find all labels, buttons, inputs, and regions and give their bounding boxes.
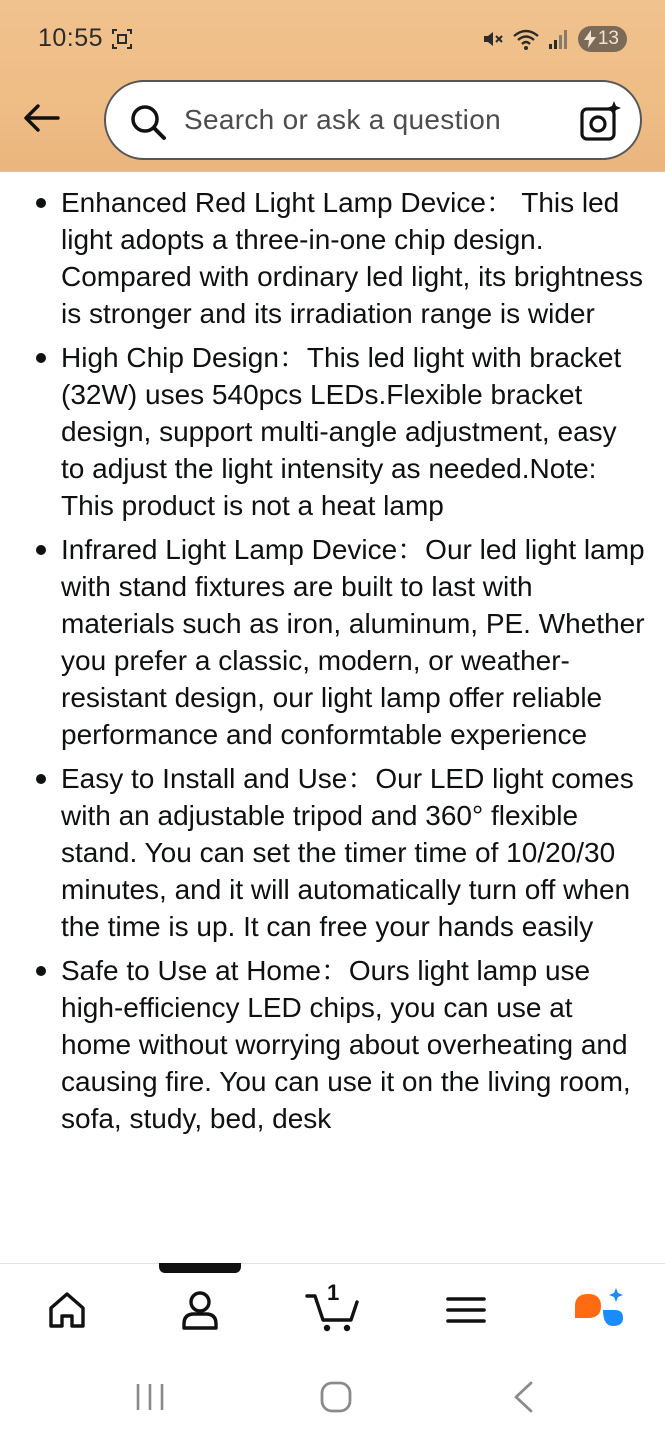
bullet-text: High Chip Design：This led light with bracket (32W) uses 540pcs LEDs.Flexible bracket design, support multi-angle adjustment, easy to adjust the light intensity as needed.Note: This product is not a heat lamp [61,342,622,521]
account-icon[interactable] [176,1286,224,1334]
battery-level: 13 [597,28,619,49]
charging-icon [584,30,596,48]
bullet-dot [36,545,46,555]
system-back-icon[interactable] [503,1380,543,1414]
bullet-item [0,531,645,753]
bullet-item [0,339,645,524]
signal-icon [548,27,570,51]
system-navigation-bar [0,1358,665,1440]
cart-button[interactable] [305,1280,361,1334]
search-icon [128,102,168,142]
bullet-item [0,184,645,332]
bullet-text: Enhanced Red Light Lamp Device： This led light adopts a three-in-one chip design. Compared with ordinary led light, its brightness is stronger and its irradiation range is wider [61,187,644,329]
bottom-nav-bar [0,1263,665,1358]
bullet-item [0,760,645,945]
battery-indicator [578,26,627,52]
bullet-dot [36,353,46,363]
bullet-text: Infrared Light Lamp Device：Our led light lamp with stand fixtures are built to last with materials such as iron, aluminum, PE. Whether you prefer a classic, modern, or weather-resistant design, our light lamp offer reliable performance and conformtable experience [61,534,645,750]
status-bar [0,0,665,78]
product-bullets [0,172,665,1262]
home-button-icon[interactable] [316,1380,356,1414]
rufus-icon[interactable] [571,1286,627,1334]
menu-icon[interactable] [442,1286,490,1334]
camera-search-icon[interactable] [578,99,624,145]
search-input[interactable]: Search or ask a question [184,104,501,135]
wifi-icon [512,27,540,51]
bullet-dot [36,966,46,976]
bullet-list [0,172,665,1137]
search-nav-row [0,78,665,164]
status-time: 10:55 [38,24,104,52]
bullet-item [0,952,645,1137]
back-arrow-icon[interactable] [20,96,64,140]
bullet-dot [36,198,46,208]
mute-icon [480,27,504,51]
recent-apps-icon[interactable] [130,1380,170,1414]
bullet-text: Safe to Use at Home：Ours light lamp use high-efficiency LED chips, you can use at home without worrying about overheating and causing fire. You can use it on the living room, sofa, study, bed, desk [61,955,631,1134]
screenshot-icon [110,27,134,51]
search-bar[interactable] [104,80,642,160]
cart-count-badge: 1 [327,1280,340,1305]
bullet-text: Easy to Install and Use：Our LED light comes with an adjustable tripod and 360° flexible stand. You can set the timer time of 10/20/30 minutes, and it will automatically turn off when the time is up. It can free your hands easily [61,763,634,942]
header [0,0,665,172]
bullet-dot [36,774,46,784]
home-icon[interactable] [43,1286,91,1334]
status-icons [480,24,627,54]
active-tab-indicator [159,1263,241,1273]
